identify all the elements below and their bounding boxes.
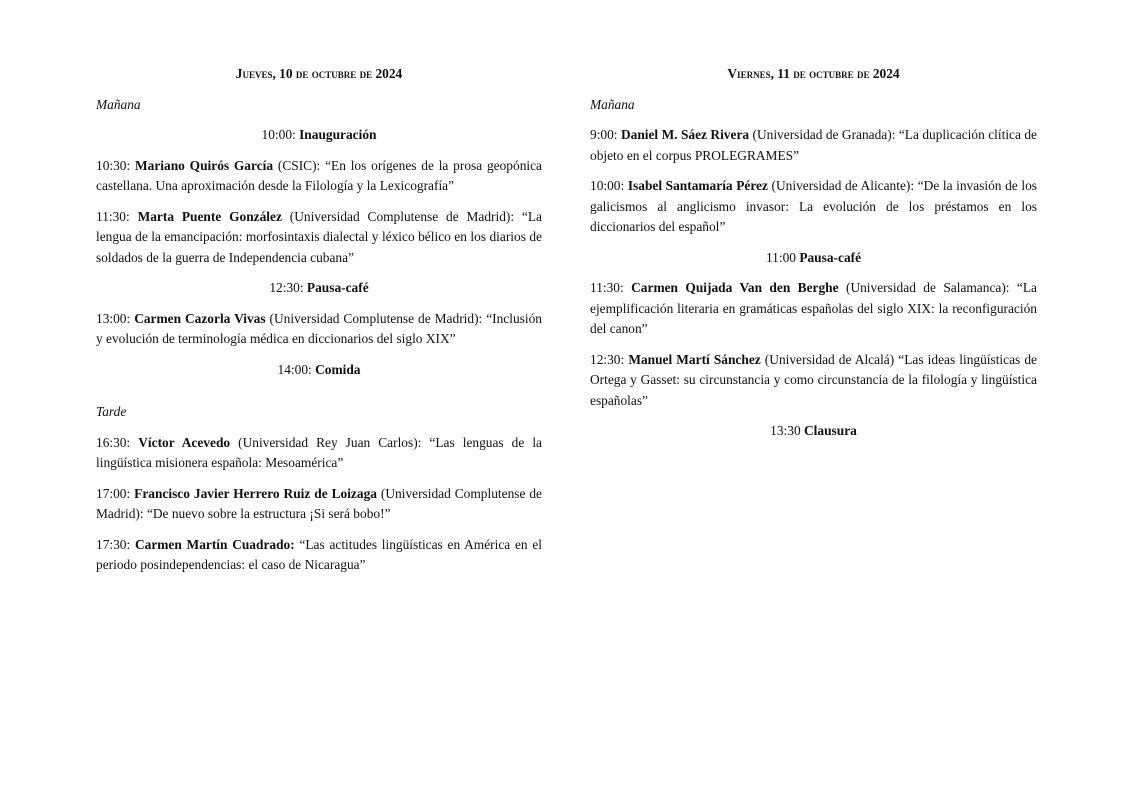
program-talk: [96, 156, 542, 197]
program-time: 11:00: [765, 249, 800, 265]
program-time: 13:00:: [96, 310, 135, 326]
talk-details: (Universidad de Salamanca): “La ejemplificación literaria en gramáticas españolas del siglo XIX: la reconfiguración del canon”: [590, 280, 1037, 336]
day-heading-thursday: Jueves, 10 de octubre de 2024: [235, 66, 403, 81]
speaker-name: Víctor Acevedo: [138, 434, 231, 450]
program-session: [96, 360, 542, 381]
program-session: [96, 278, 542, 299]
thursday-afternoon-list: [96, 433, 542, 576]
program-session: [590, 248, 1037, 269]
program-time: 12:30:: [590, 351, 629, 367]
program-talk: [590, 350, 1037, 412]
program-session: [96, 125, 542, 146]
period-label-morning: Mañana: [96, 96, 141, 112]
program-talk: [590, 176, 1037, 238]
speaker-name: Marta Puente González: [137, 208, 282, 224]
program-time: 16:30:: [96, 434, 139, 450]
speaker-name: Daniel M. Sáez Rivera: [620, 127, 750, 142]
period-label-afternoon: Tarde: [96, 404, 127, 419]
program-session: [590, 421, 1037, 442]
program-time: 10:00:: [261, 127, 300, 142]
program-talk: [96, 535, 542, 576]
program-time: 12:30:: [269, 280, 307, 295]
session-title: Inauguración: [299, 127, 377, 142]
talk-details: (Universidad Rey Juan Carlos): “Las lenguas de la lingüística misionera española: Mesoamérica”: [96, 434, 542, 470]
speaker-name: Isabel Santamaría Pérez: [627, 178, 768, 193]
program-time: 17:00:: [96, 485, 135, 501]
program-time: 11:30:: [590, 280, 632, 295]
program-time: 13:30: [770, 423, 804, 438]
spacer: [96, 390, 542, 402]
friday-column: [590, 64, 1037, 452]
talk-details: (Universidad de Granada): “La duplicación clítica de objeto en el corpus PROLEGRAMES”: [590, 127, 1037, 163]
talk-details: “Las actitudes lingüísticas en América en el periodo posindependencias: el caso de Nicaragua”: [96, 536, 542, 572]
session-title: Clausura: [804, 423, 857, 438]
speaker-name: Carmen Cazorla Vivas: [134, 310, 266, 326]
session-title: Comida: [315, 361, 361, 377]
friday-morning-list: [590, 125, 1037, 442]
program-talk: [96, 309, 542, 350]
day-heading-friday: Viernes, 11 de octubre de 2024: [727, 66, 900, 81]
program-talk: [590, 278, 1037, 340]
talk-details: (Universidad Complutense de Madrid): “La lengua de la emancipación: morfosintaxis dialectal y léxico bélico en los diarios de soldados de la guerra de Independencia cubana”: [96, 208, 543, 265]
session-title: Pausa-café: [799, 249, 862, 265]
program-talk: [96, 484, 542, 525]
talk-details: (Universidad Complutense de Madrid): “Inclusión y evolución de terminología médica en diccionarios del siglo XIX”: [96, 310, 542, 346]
program-time: 11:30:: [96, 208, 138, 224]
speaker-name: Carmen Martín Cuadrado:: [134, 536, 295, 552]
program-time: 10:00:: [590, 178, 628, 193]
thursday-morning-list: [96, 125, 542, 380]
program-time: 14:00:: [277, 361, 316, 377]
program-time: 17:30:: [96, 536, 135, 552]
program-time: 10:30:: [96, 157, 136, 173]
program-talk: [96, 207, 542, 269]
speaker-name: Mariano Quirós García: [135, 157, 274, 173]
program-time: 9:00:: [590, 127, 621, 142]
thursday-column: [96, 64, 542, 586]
program-talk: [96, 433, 542, 474]
talk-details: (Universidad de Alicante): “De la invasión de los galicismos al anglicismo invasor: La evolución de los préstamos en los diccionarios del español”: [590, 178, 1037, 234]
program-talk: [590, 125, 1037, 166]
session-title: Pausa-café: [306, 280, 369, 295]
period-label-morning: Mañana: [590, 96, 635, 112]
speaker-name: Manuel Martí Sánchez: [628, 351, 761, 367]
talk-details: (CSIC): “En los orígenes de la prosa geopónica castellana. Una aproximación desde la Filología y la Lexicografía”: [96, 157, 543, 193]
speaker-name: Francisco Javier Herrero Ruiz de Loizaga: [134, 485, 377, 501]
speaker-name: Carmen Quijada Van den Berghe: [631, 280, 839, 295]
talk-details: (Universidad de Alcalá) “Las ideas lingüísticas de Ortega y Gasset: su circunstancia y como circunstancia de la filología y lingüística españolas”: [590, 351, 1037, 408]
talk-details: (Universidad Complutense de Madrid): “De nuevo sobre la estructura ¡Si será bobo!”: [96, 485, 542, 521]
